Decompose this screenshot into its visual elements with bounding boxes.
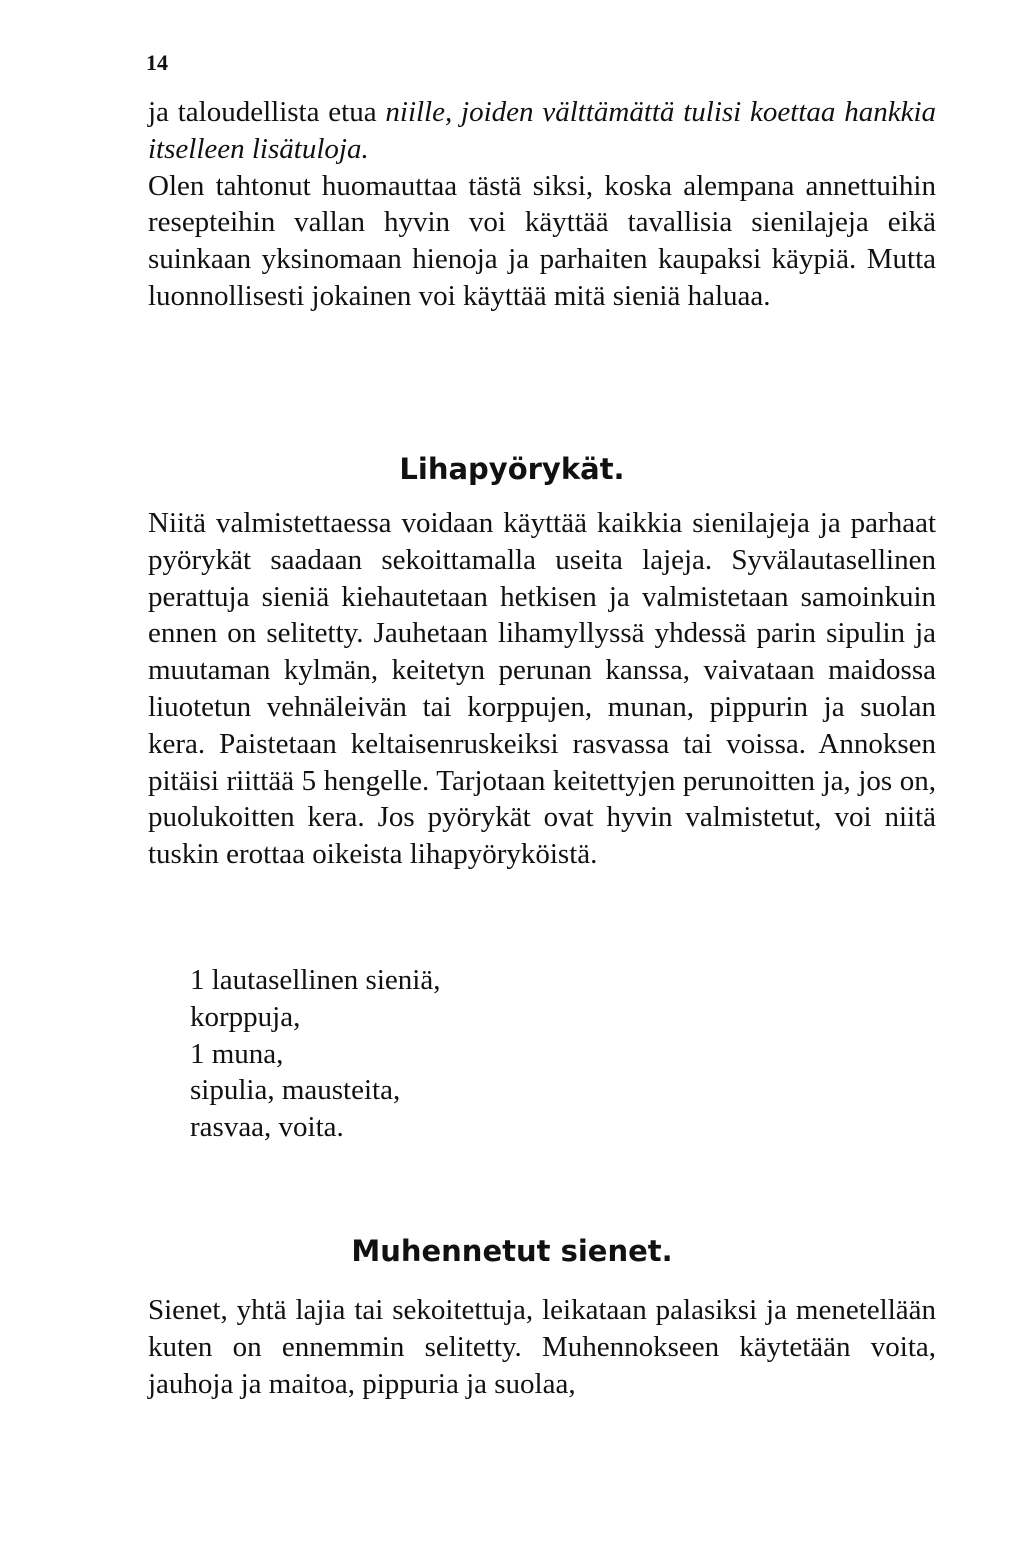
- ingredient-list: [190, 962, 440, 1146]
- section-title-stew: Muhennetut sienet.: [351, 1234, 673, 1268]
- stew-text: [148, 1292, 936, 1402]
- ingredient-item: sipulia, mausteita,: [190, 1074, 401, 1107]
- ingredient-item: korppuja,: [190, 1000, 301, 1033]
- intro-plain-text: ja taloudellista etua: [148, 96, 377, 128]
- ingredient-item: 1 muna,: [190, 1037, 284, 1070]
- ingredient-item: 1 lautasellinen sieniä,: [190, 964, 441, 996]
- page-number: 14: [146, 50, 168, 75]
- meatballs-paragraph: Niitä valmistettaessa voidaan käyttää kaikkia sienilajeja ja parhaat pyörykät saadaan sekoittamalla useita lajeja. Syvälautasellinen perattuja sieniä kiehautetaan hetkisen ja valmistetaan samoinkuin ennen on selitetty. Jauhetaan lihamyllyssä yhdessä parin sipulin ja muutaman kylmän, keitetyn perunan kanssa, vaivataan maidossa liuotetun vehnäleivän tai korppujen, munan, pippurin ja suolan kera. Paistetaan keltaisenruskeiksi rasvassa tai voissa. Annoksen pitäisi riittää 5 hengelle. Tarjotaan keitettyjen perunoitten ja, jos on, puolukoitten kera. Jos pyörykät ovat hyvin valmistetut, voi niitä tuskin erottaa oikeista lihapyöryköistä.: [148, 507, 936, 871]
- intro-paragraph: Olen tahtonut huomauttaa tästä siksi, koska alempana annettuihin resepteihin vallan hyvin voi käyttää tavallisia sienilajeja eikä suinkaan yksinomaan hienoja ja parhaiten kaupaksi käypiä. Mutta luonnollisesti jokainen voi käyttää mitä sieniä haluaa.: [148, 169, 936, 312]
- stew-paragraph: Sienet, yhtä lajia tai sekoitettuja, leikataan palasiksi ja menetellään kuten on ennemmin selitetty. Muhennokseen käytetään voita, jauhoja ja maitoa, pippuria ja suolaa,: [148, 1294, 936, 1400]
- intro-text: [148, 94, 936, 315]
- intro-italic-text: niille, joiden välttämättä tulisi koettaa hankkia itselleen lisätuloja.: [148, 96, 937, 165]
- section-title-meatballs: Lihapyörykät.: [399, 452, 625, 486]
- meatballs-text: [148, 505, 936, 873]
- intro-first-paragraph: [148, 94, 936, 168]
- ingredient-item: rasvaa, voita.: [190, 1111, 344, 1144]
